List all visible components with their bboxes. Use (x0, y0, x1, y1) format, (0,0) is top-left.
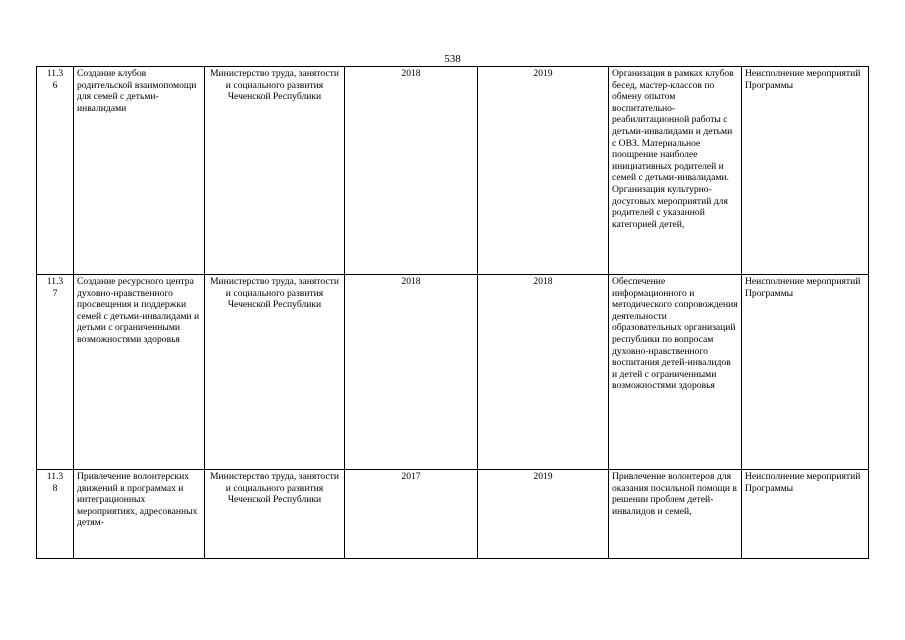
item-number-cell (37, 470, 74, 559)
page-number: 538 (444, 53, 461, 65)
start-year: 2018 (401, 68, 421, 79)
expected-result: Организация в рамках клубов бесед, мастер-классов по обмену опытом воспитательно-реабилитационной работы с детьми-инвалидами и детьми с ОВЗ. Материальное поощрение наиболее инициативных родителей и семей с детьми-инвалидами. Организация культурно-досуговых мероприятий для родителей с указанной категорией детей, (612, 68, 734, 230)
executor-cell (205, 67, 345, 275)
activity-name: Создание ресурсного центра духовно-нравственного просвещения и поддержки семей с детьми-инвалидами и детьми с ограниченными возможностями здоровья (77, 276, 200, 345)
start-year: 2017 (401, 471, 421, 482)
item-number: 11.3 7 (46, 276, 64, 299)
executor-cell (205, 275, 345, 470)
consequence: Неисполнение мероприятий Программы (745, 471, 861, 494)
item-number-cell (37, 67, 74, 275)
start-year-cell (345, 67, 478, 275)
executor: Министерство труда, занятости и социального развития Чеченской Республики (210, 276, 339, 311)
expected-result-cell (609, 275, 742, 470)
end-year-cell (478, 470, 609, 559)
consequence: Неисполнение мероприятий Программы (745, 68, 861, 91)
end-year-cell (478, 67, 609, 275)
executor: Министерство труда, занятости и социального развития Чеченской Республики (210, 68, 339, 103)
activity-name: Привлечение волонтерских движений в программах и интеграционных мероприятиях, адресованных детям- (77, 471, 198, 529)
table-row (37, 275, 869, 470)
expected-result: Обеспечение информационного и методического сопровождения деятельности образовательных организаций республики по вопросам духовно-нравственного воспитания детей-инвалидов и детей с ограниченными возможностями здоровья (612, 276, 738, 392)
consequence-cell (742, 470, 869, 559)
item-number: 11.3 8 (46, 471, 64, 494)
end-year: 2019 (533, 471, 553, 482)
executor: Министерство труда, занятости и социального развития Чеченской Республики (210, 471, 339, 506)
expected-result-cell (609, 67, 742, 275)
start-year-cell (345, 470, 478, 559)
activity-name: Создание клубов родительской взаимопомощи для семей с детьми-инвалидами (77, 68, 197, 114)
table-row (37, 470, 869, 559)
activity-name-cell (74, 67, 205, 275)
expected-result: Привлечение волонтеров для оказания посильной помощи в решении проблем детей-инвалидов и семей, (612, 471, 737, 517)
activity-name-cell (74, 470, 205, 559)
executor-cell (205, 470, 345, 559)
table-row (37, 67, 869, 275)
end-year: 2019 (533, 68, 553, 79)
consequence-cell (742, 275, 869, 470)
item-number: 11.3 6 (46, 68, 64, 91)
consequence: Неисполнение мероприятий Программы (745, 276, 861, 299)
start-year: 2018 (401, 276, 421, 287)
end-year-cell (478, 275, 609, 470)
consequence-cell (742, 67, 869, 275)
item-number-cell (37, 275, 74, 470)
expected-result-cell (609, 470, 742, 559)
activity-name-cell (74, 275, 205, 470)
program-activities-table (36, 66, 869, 559)
end-year: 2018 (533, 276, 553, 287)
start-year-cell (345, 275, 478, 470)
